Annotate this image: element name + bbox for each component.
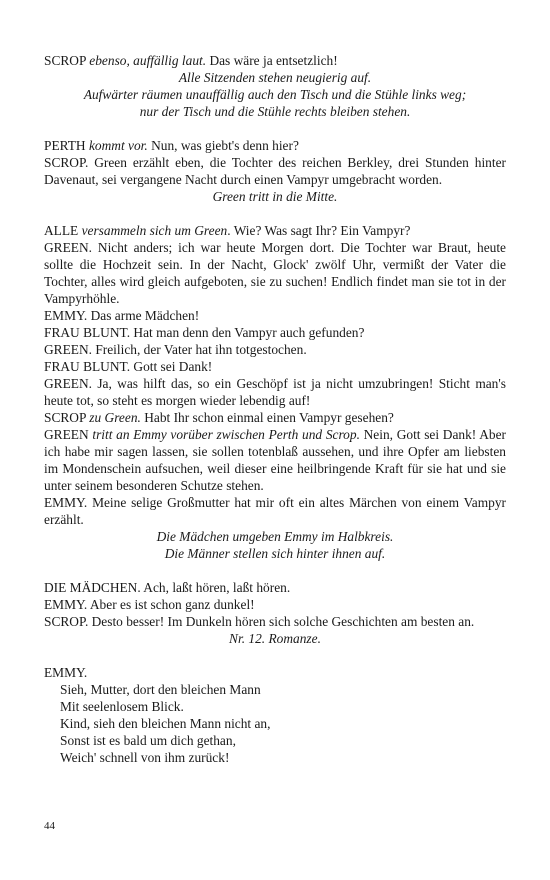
verse-line: Kind, sieh den bleichen Mann nicht an,: [60, 716, 271, 731]
speaker: ALLE: [44, 223, 79, 238]
stage-direction-centered: Aufwärter räumen unauffällig auch den Tisch und die Stühle links weg;: [83, 87, 467, 102]
dialogue-text: Habt Ihr schon einmal einen Vampyr gesehen?: [140, 410, 394, 425]
stage-direction: kommt vor.: [88, 138, 148, 153]
dialogue-line: GREEN. Nicht anders; ich war heute Morgen dort. Die Tochter war Braut, heute sollte die Hochzeit sein. In der Nacht, Glock' zwölf Uhr, vermißt der Vater die Tochter, alles wird gleich aufgeboten, sie zu suchen! Endlich findet man sie tot in der Vampyrhöhle.: [44, 240, 506, 306]
dialogue-line: FRAU BLUNT. Hat man denn den Vampyr auch gefunden?: [44, 325, 365, 340]
dialogue-line: [44, 409, 506, 426]
dialogue-line: [44, 52, 506, 69]
stage-direction-centered: Die Männer stellen sich hinter ihnen auf.: [164, 546, 386, 561]
stage-direction-centered: Die Mädchen umgeben Emmy im Halbkreis.: [156, 529, 394, 544]
spacer: [44, 562, 506, 579]
spacer: [44, 120, 506, 137]
dialogue-line: EMMY. Aber es ist schon ganz dunkel!: [44, 597, 255, 612]
dialogue-line: [44, 426, 506, 494]
dialogue-line: GREEN. Ja, was hilft das, so ein Geschöpf ist ja nicht umzubringen! Sticht man's heute tot, so steht es morgen wieder lebendig auf!: [44, 376, 506, 408]
spacer: [44, 647, 506, 664]
stage-direction-centered: nur der Tisch und die Stühle rechts bleiben stehen.: [139, 104, 411, 119]
stage-direction-centered: Green tritt in die Mitte.: [212, 189, 338, 204]
speaker: SCROP: [44, 410, 86, 425]
dialogue-line: EMMY. Das arme Mädchen!: [44, 308, 200, 323]
dialogue-text: Nun, was giebt's denn hier?: [147, 138, 299, 153]
page-number: 44: [44, 820, 55, 832]
dialogue-line: [44, 137, 506, 154]
musical-number-heading: Nr. 12. Romanze.: [229, 631, 321, 646]
dialogue-text: Das wäre ja entsetzlich!: [206, 53, 338, 68]
verse-line: Sonst ist es bald um dich gethan,: [60, 733, 236, 748]
dialogue-line: GREEN. Freilich, der Vater hat ihn totgestochen.: [44, 342, 307, 357]
verse-line: Sieh, Mutter, dort den bleichen Mann: [60, 682, 261, 697]
stage-direction: ebenso, auffällig laut.: [89, 53, 207, 68]
verse-line: Mit seelenlosem Blick.: [60, 699, 184, 714]
dialogue-line: SCROP. Green erzählt eben, die Tochter des reichen Berkley, drei Stunden hinter Davenaut, sei vergangene Nacht durch einen Vampyr umgebracht worden.: [44, 155, 506, 187]
stage-direction: zu Green.: [89, 410, 141, 425]
dialogue-line: SCROP. Desto besser! Im Dunkeln hören sich solche Geschichten am besten an.: [44, 614, 475, 629]
speaker: GREEN: [44, 427, 89, 442]
stage-direction: versammeln sich um Green: [81, 223, 228, 238]
speaker: PERTH: [44, 138, 86, 153]
verse-line: Weich' schnell von ihm zurück!: [60, 750, 230, 765]
dialogue-text: . Wie? Was sagt Ihr? Ein Vampyr?: [227, 223, 411, 238]
dialogue-line: [44, 222, 506, 239]
stage-direction: tritt an Emmy vorüber zwischen Perth und Scrop.: [92, 427, 360, 442]
libretto-page: [44, 52, 506, 766]
dialogue-line: DIE MÄDCHEN. Ach, laßt hören, laßt hören.: [44, 580, 291, 595]
stage-direction-centered: Alle Sitzenden stehen neugierig auf.: [178, 70, 372, 85]
speaker-heading: EMMY.: [44, 665, 88, 680]
dialogue-line: FRAU BLUNT. Gott sei Dank!: [44, 359, 213, 374]
dialogue-line: EMMY. Meine selige Großmutter hat mir oft ein altes Märchen von einem Vampyr erzählt.: [44, 495, 506, 527]
spacer: [44, 205, 506, 222]
dialogue-text: Nein, Gott sei Dank! Aber ich habe mir sagen lassen, sie sollen totenblaß aussehen, und ihre Opfer am liebsten im Mondenschein aufsuchen, weil dieser eine heilbringende Kraft für sie hat und sie unter seinem besonderen Schutze stehen.: [44, 427, 506, 493]
speaker: SCROP: [44, 53, 86, 68]
